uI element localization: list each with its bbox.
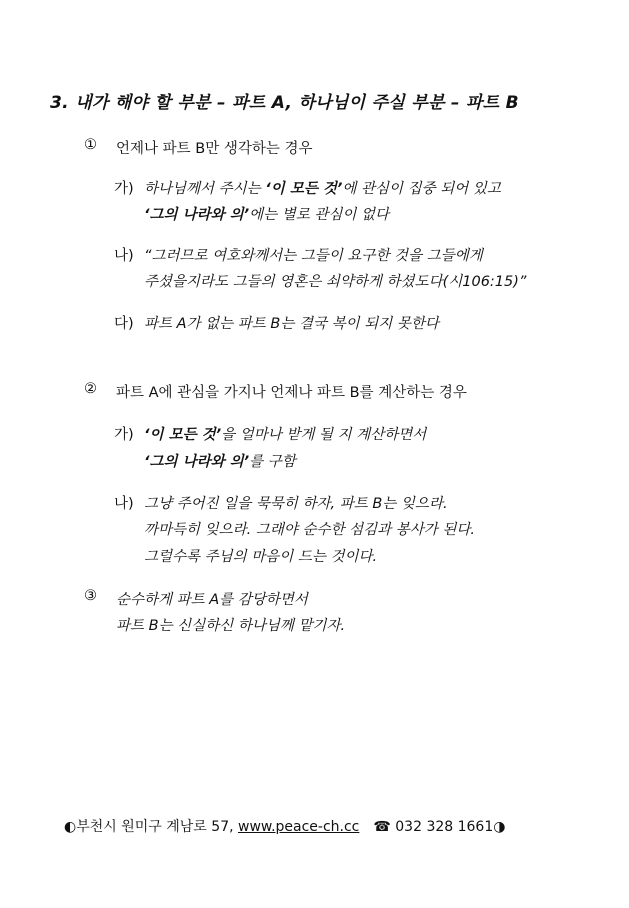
section-2-marker: ②	[84, 381, 97, 397]
half-circle-left-icon: ◐	[64, 819, 77, 835]
section-1-item-1-marker: 가)	[114, 181, 134, 197]
section-2-item-2-line-2: 까마득히 잊으라. 그래야 순수한 섬김과 봉사가 된다.	[144, 522, 476, 538]
footer-phone: 032 328 1661	[390, 819, 494, 835]
section-2-item-1-line-1	[144, 423, 426, 444]
section-3-line-2: 파트 B는 신실하신 하나님께 맡기자.	[116, 618, 346, 634]
footer-address: 부천시 원미구 계남로 57,	[76, 819, 238, 835]
section-2-heading: 파트 A에 관심을 가지나 언제나 파트 B를 계산하는 경우	[116, 385, 467, 401]
text-segment: 에는 별로 관심이 없다	[249, 207, 390, 223]
section-2-item-2-line-3: 그럴수록 주님의 마음이 드는 것이다.	[144, 549, 378, 565]
emphasis-text: ‘이 모든 것’	[265, 181, 343, 197]
half-circle-right-icon: ◑	[493, 819, 506, 835]
section-1-heading: 언제나 파트 B만 생각하는 경우	[116, 141, 313, 157]
phone-icon: ☎	[373, 819, 391, 835]
section-1-item-2-line-2: 주셨을지라도 그들의 영혼은 쇠약하게 하셨도다(시106:15)”	[144, 274, 527, 290]
text-segment: 하나님께서 주시는	[144, 181, 266, 197]
section-2-item-2-marker: 나)	[114, 496, 134, 512]
section-2-item-1-line-2	[144, 450, 296, 471]
section-1-item-1-line-2	[144, 203, 389, 224]
section-1-item-2-marker: 나)	[114, 248, 134, 264]
section-2-item-2-line-1: 그냥 주어진 일을 묵묵히 하자, 파트 B는 잊으라.	[144, 496, 448, 512]
section-1-item-3-line-1: 파트 A가 없는 파트 B는 결국 복이 되지 못한다	[144, 316, 439, 332]
emphasis-text: ‘이 모든 것’	[144, 427, 222, 443]
section-2-item-1-marker: 가)	[114, 427, 134, 443]
section-1-item-2-line-1: “그러므로 여호와께서는 그들이 요구한 것을 그들에게	[144, 248, 483, 264]
section-3-line-1: 순수하게 파트 A를 감당하면서	[116, 592, 308, 608]
footer	[64, 816, 505, 836]
page-title: 3. 내가 해야 할 부분 – 파트 A, 하나님이 주실 부분 – 파트 B	[50, 93, 519, 113]
text-segment: 를 구함	[249, 454, 296, 470]
section-1-marker: ①	[84, 137, 97, 153]
text-segment: 을 얼마나 받게 될 지 계산하면서	[221, 427, 427, 443]
section-3-marker: ③	[84, 588, 97, 604]
text-segment: 에 관심이 집중 되어 있고	[342, 181, 501, 197]
emphasis-text: ‘그의 나라와 의’	[144, 207, 250, 223]
section-1-item-1-line-1	[144, 177, 501, 198]
emphasis-text: ‘그의 나라와 의’	[144, 454, 250, 470]
section-1-item-3-marker: 다)	[114, 316, 134, 332]
footer-website-link[interactable]: www.peace-ch.cc	[238, 819, 360, 835]
